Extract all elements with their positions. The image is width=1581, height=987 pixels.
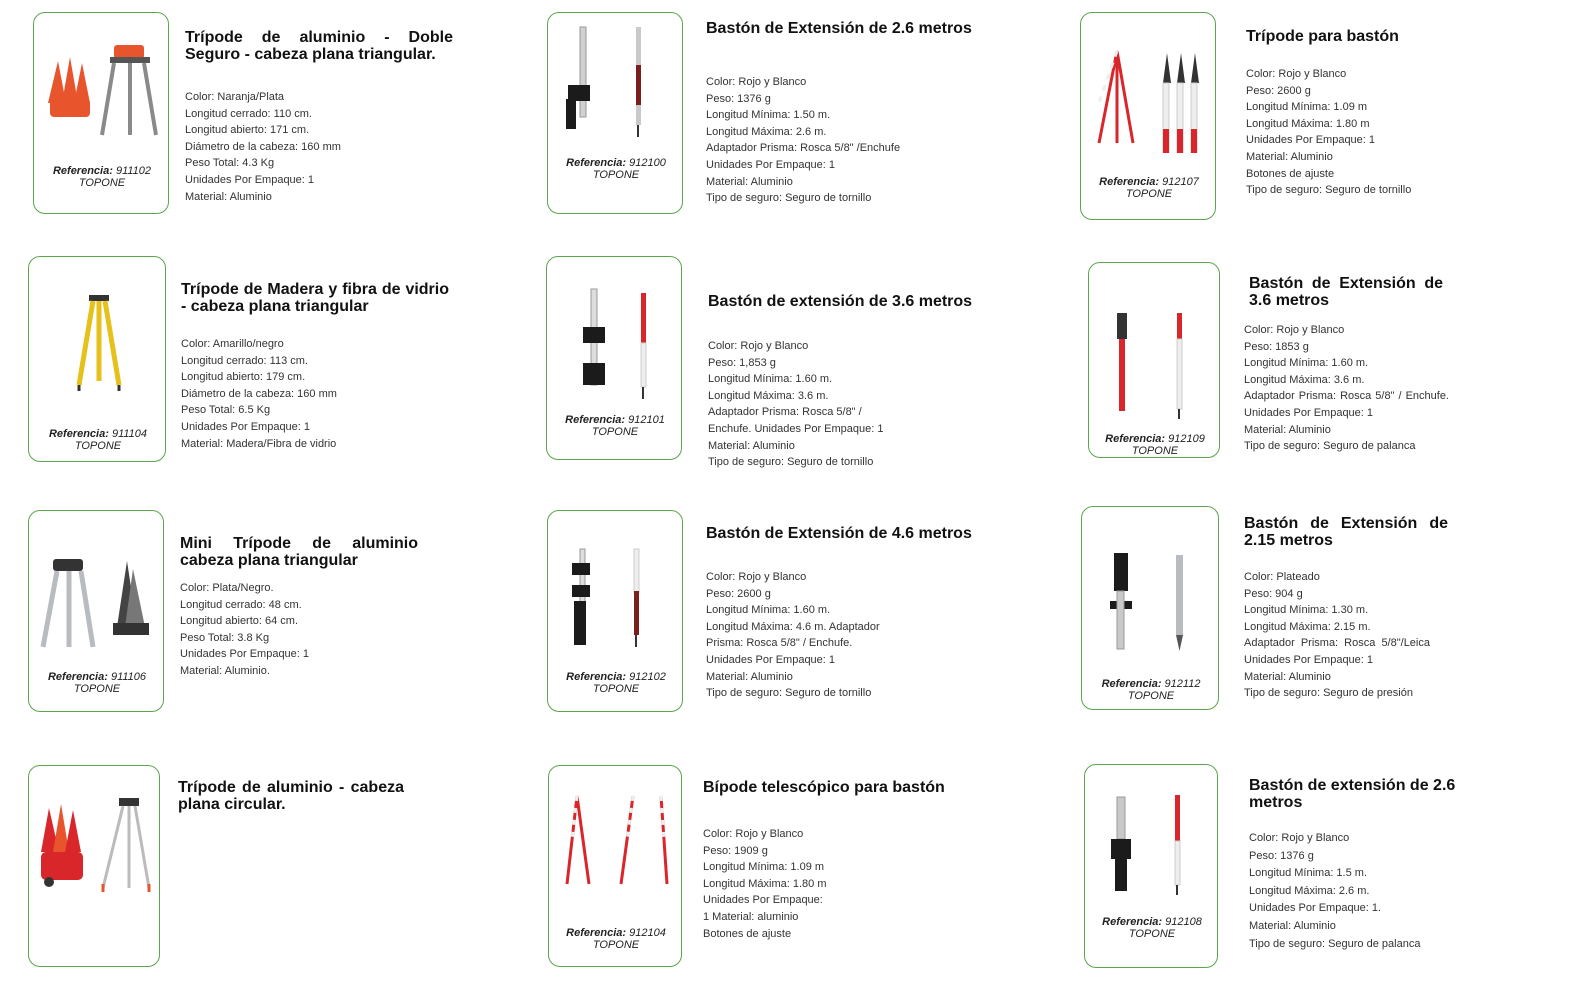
extension-pole-image [1100,551,1208,655]
spec-line: Color: Amarillo/negro [181,338,284,350]
product-specs [1246,66,1411,199]
ref-code: 912104 [629,927,666,939]
product-image-frame[interactable] [1081,506,1219,710]
product-image-frame[interactable] [28,510,164,712]
spec-line: Color: Rojo y Blanco [708,340,809,352]
ref-label: Referencia: [52,165,113,177]
spec-line: Prisma: Rosca 5/8" / Enchufe. [706,637,853,650]
spec-line: Color: Rojo y Blanco [1246,68,1347,80]
spec-line: Longitud cerrado: 110 cm. [185,107,312,120]
product-specs [706,74,900,207]
product-title[interactable]: Bastón de extensión de 2.6 metros [1249,777,1456,811]
spec-line: Longitud Máxima: 1.80 m [1246,117,1370,130]
spec-line: Color: Plateado [1244,571,1320,583]
spec-line: Botones de ajuste [703,927,792,940]
spec-line: Longitud Mínima: 1.60 m. [706,604,831,617]
ref-label: Referencia: [47,671,108,683]
spec-line: Enchufe. Unidades Por Empaque: 1 [708,422,884,435]
spec-line: Longitud Máxima: 3.6 m. [708,389,829,402]
spec-line: Longitud abierto: 179 cm. [181,371,306,384]
spec-line: Peso: 1853 g [1244,340,1309,353]
spec-line: Material: Aluminio [1244,670,1331,683]
product-specs [703,826,827,942]
spec-line: Tipo de seguro: Seguro de tornillo [1246,184,1412,197]
product-title[interactable]: Bastón de Extensión de 2.6 metros [706,20,972,37]
brand: TOPONE [1125,188,1173,200]
product-image-frame[interactable] [547,510,683,712]
product-specs [180,580,309,680]
spec-line: Color: Rojo y Blanco [1244,324,1345,336]
ref-code: 911102 [115,165,152,177]
spec-line: Longitud Mínima: 1.50 m. [706,109,831,122]
spec-line: Material: Aluminio [706,175,793,188]
spec-line: Longitud abierto: 64 cm. [180,615,299,628]
product-title[interactable]: Bípode telescópico para bastón [703,779,945,796]
spec-line: Unidades Por Empaque: [703,894,823,907]
ref-code: 912102 [629,671,666,683]
spec-line: Adaptador Prisma: Rosca 5/8" / Enchufe. Unidades Por Empaque: 1 [1244,390,1449,419]
spec-line: Longitud Máxima: 3.6 m. [1244,373,1365,386]
spec-line: Longitud cerrado: 113 cm. [181,354,308,367]
product-image-frame[interactable] [1080,12,1216,220]
spec-line: Peso: 1376 g [1249,849,1314,862]
spec-line: Peso Total: 4.3 Kg [185,157,275,170]
ref-label: Referencia: [566,671,627,683]
spec-line: Longitud cerrado: 48 cm. [180,598,302,611]
spec-line: Tipo de seguro: Seguro de presión [1244,687,1413,700]
spec-line: Unidades Por Empaque: 1 [181,420,311,433]
ref-code: 912112 [1164,678,1201,690]
spec-line: Longitud Mínima: 1.60 m. [1244,357,1369,370]
spec-line: Peso: 1909 g [703,844,768,857]
spec-line: Unidades Por Empaque: 1 [1246,134,1376,147]
product-specs [181,336,337,452]
spec-line: Peso: 2600 g [1246,84,1311,97]
product-image-frame[interactable] [547,12,683,214]
product-specs [706,569,880,702]
yellow-tripod-image [59,293,139,393]
spec-line: Unidades Por Empaque: 1 [706,653,836,666]
spec-line: Adaptador Prisma: Rosca 5/8" /Enchufe [706,142,901,155]
brand: TOPONE [74,440,122,452]
product-specs [1244,322,1449,455]
spec-line: Material: Aluminio [1244,423,1331,436]
spec-line: Peso: 1,853 g [708,356,776,369]
spec-line: Material: Aluminio. [180,664,270,677]
ref-code: 912109 [1168,433,1205,445]
product-specs [708,338,884,471]
product-image-frame[interactable] [1088,262,1220,458]
brand: TOPONE [1127,690,1175,702]
spec-line: Peso Total: 3.8 Kg [180,631,270,644]
spec-line: Tipo de seguro: Seguro de tornillo [708,456,874,469]
product-title[interactable]: Mini Trípode de aluminio cabeza plana triangular [180,535,418,569]
bipod-image [563,792,673,892]
spec-line: Longitud Mínima: 1.60 m. [708,373,833,386]
product-title[interactable]: Trípode de aluminio - Doble Seguro - cabeza plana triangular. [185,29,453,63]
extension-pole-image [567,287,667,402]
spec-line: Longitud Máxima: 2.6 m. [706,125,827,138]
product-specs [185,89,341,205]
mini-tripod-image [37,557,157,653]
product-image-frame[interactable] [28,256,166,462]
ref-label: Referencia: [1105,433,1166,445]
spec-line: Tipo de seguro: Seguro de palanca [1249,937,1421,950]
spec-line: Material: Madera/Fibra de vidrio [181,437,337,450]
extension-pole-image [1107,311,1207,421]
spec-line: Color: Plata/Negro. [180,582,274,594]
ref-label: Referencia: [1102,916,1163,928]
pole-tripod-image [1091,43,1207,153]
spec-line: Color: Naranja/Plata [185,91,285,103]
extension-pole-image [562,545,670,651]
spec-line: Unidades Por Empaque: 1. [1249,902,1382,915]
brand: TOPONE [73,683,121,695]
ref-code: 912107 [1162,176,1199,188]
ref-label: Referencia: [1099,176,1160,188]
spec-line: Unidades Por Empaque: 1 [706,158,836,171]
spec-line: Peso: 2600 g [706,587,771,600]
spec-line: Material: Aluminio [706,670,793,683]
spec-line: Material: Aluminio [1246,150,1333,163]
ref-label: Referencia: [566,927,627,939]
ref-label: Referencia: [565,414,626,426]
product-image-frame[interactable] [28,765,160,967]
product-title[interactable]: Bastón de Extensión de 2.15 metros [1244,515,1448,549]
ref-code: 911106 [110,671,147,683]
ref-label: Referencia: [566,157,627,169]
product-title[interactable]: Bastón de Extensión de 4.6 metros [706,525,972,542]
product-title[interactable]: Bastón de extensión de 3.6 metros [708,293,973,310]
spec-line: Botones de ajuste [1246,167,1335,180]
ref-code: 912101 [628,414,665,426]
spec-line: Longitud Mínima: 1.09 m [703,861,825,874]
spec-line: Longitud abierto: 171 cm. [185,124,310,137]
product-title[interactable]: Trípode de Madera y fibra de vidrio - cabeza plana triangular [181,281,449,315]
spec-line: Tipo de seguro: Seguro de tornillo [706,192,872,205]
product-title[interactable]: Bastón de Extensión de 3.6 metros [1249,275,1443,309]
spec-line: Unidades Por Empaque: 1 [180,648,310,661]
spec-line: Unidades Por Empaque: 1 [185,173,315,186]
spec-line: Material: Aluminio [185,190,272,203]
ref-label: Referencia: [48,428,109,440]
brand: TOPONE [592,683,640,695]
brand: TOPONE [591,426,639,438]
extension-pole-image [1103,793,1203,897]
spec-line: Diámetro de la cabeza: 160 mm [185,140,341,153]
brand: TOPONE [78,177,126,189]
spec-line: Longitud Mínima: 1.5 m. [1249,867,1368,880]
spec-line: Material: Aluminio [708,439,795,452]
product-image-frame[interactable] [33,12,169,214]
ref-code: 912108 [1165,916,1202,928]
spec-line: Peso Total: 6.5 Kg [181,404,271,417]
product-specs [1249,830,1441,953]
spec-line: Diámetro de la cabeza: 160 mm [181,387,337,400]
spec-line: Color: Rojo y Blanco [1249,832,1350,844]
spec-line: Material: Aluminio [1249,919,1336,932]
brand: TOPONE [1131,445,1179,457]
ref-code: 911104 [111,428,148,440]
product-specs [1244,569,1430,702]
product-title[interactable]: Trípode para bastón [1246,28,1399,45]
product-title[interactable]: Trípode de aluminio - cabeza plana circular. [178,779,404,813]
spec-line: Color: Rojo y Blanco [706,571,807,583]
spec-line: 1 Material: aluminio [703,910,799,923]
brand: TOPONE [1128,928,1176,940]
ref-label: Referencia: [1101,678,1162,690]
brand: TOPONE [592,939,640,951]
extension-pole-image [558,25,674,140]
spec-line: Peso: 904 g [1244,587,1303,600]
product-image-frame[interactable] [548,765,682,967]
ref-code: 912100 [629,157,666,169]
spec-line: Adaptador Prisma: Rosca 5/8" / [708,406,862,419]
spec-line: Color: Rojo y Blanco [703,828,804,840]
spec-line: Peso: 1376 g [706,92,771,105]
spec-line: Longitud Máxima: 2.15 m. [1244,620,1371,633]
spec-line: Adaptador Prisma: Rosca 5/8"/Leica Unidades Por Empaque: 1 [1244,637,1430,666]
product-image-frame[interactable] [1084,764,1218,968]
product-image-frame[interactable] [546,256,682,460]
spec-line: Longitud Máxima: 2.6 m. [1249,884,1370,897]
spec-line: Tipo de seguro: Seguro de palanca [1244,440,1416,453]
orange-tripod-image [37,796,155,896]
spec-line: Longitud Máxima: 1.80 m [703,877,827,890]
spec-line: Tipo de seguro: Seguro de tornillo [706,687,872,700]
spec-line: Longitud Mínima: 1.09 m [1246,101,1368,114]
spec-line: Longitud Mínima: 1.30 m. [1244,604,1369,617]
spec-line: Longitud Máxima: 4.6 m. Adaptador [706,620,880,633]
orange-tripod-image [44,41,160,141]
spec-line: Color: Rojo y Blanco [706,76,807,88]
brand: TOPONE [592,169,640,181]
